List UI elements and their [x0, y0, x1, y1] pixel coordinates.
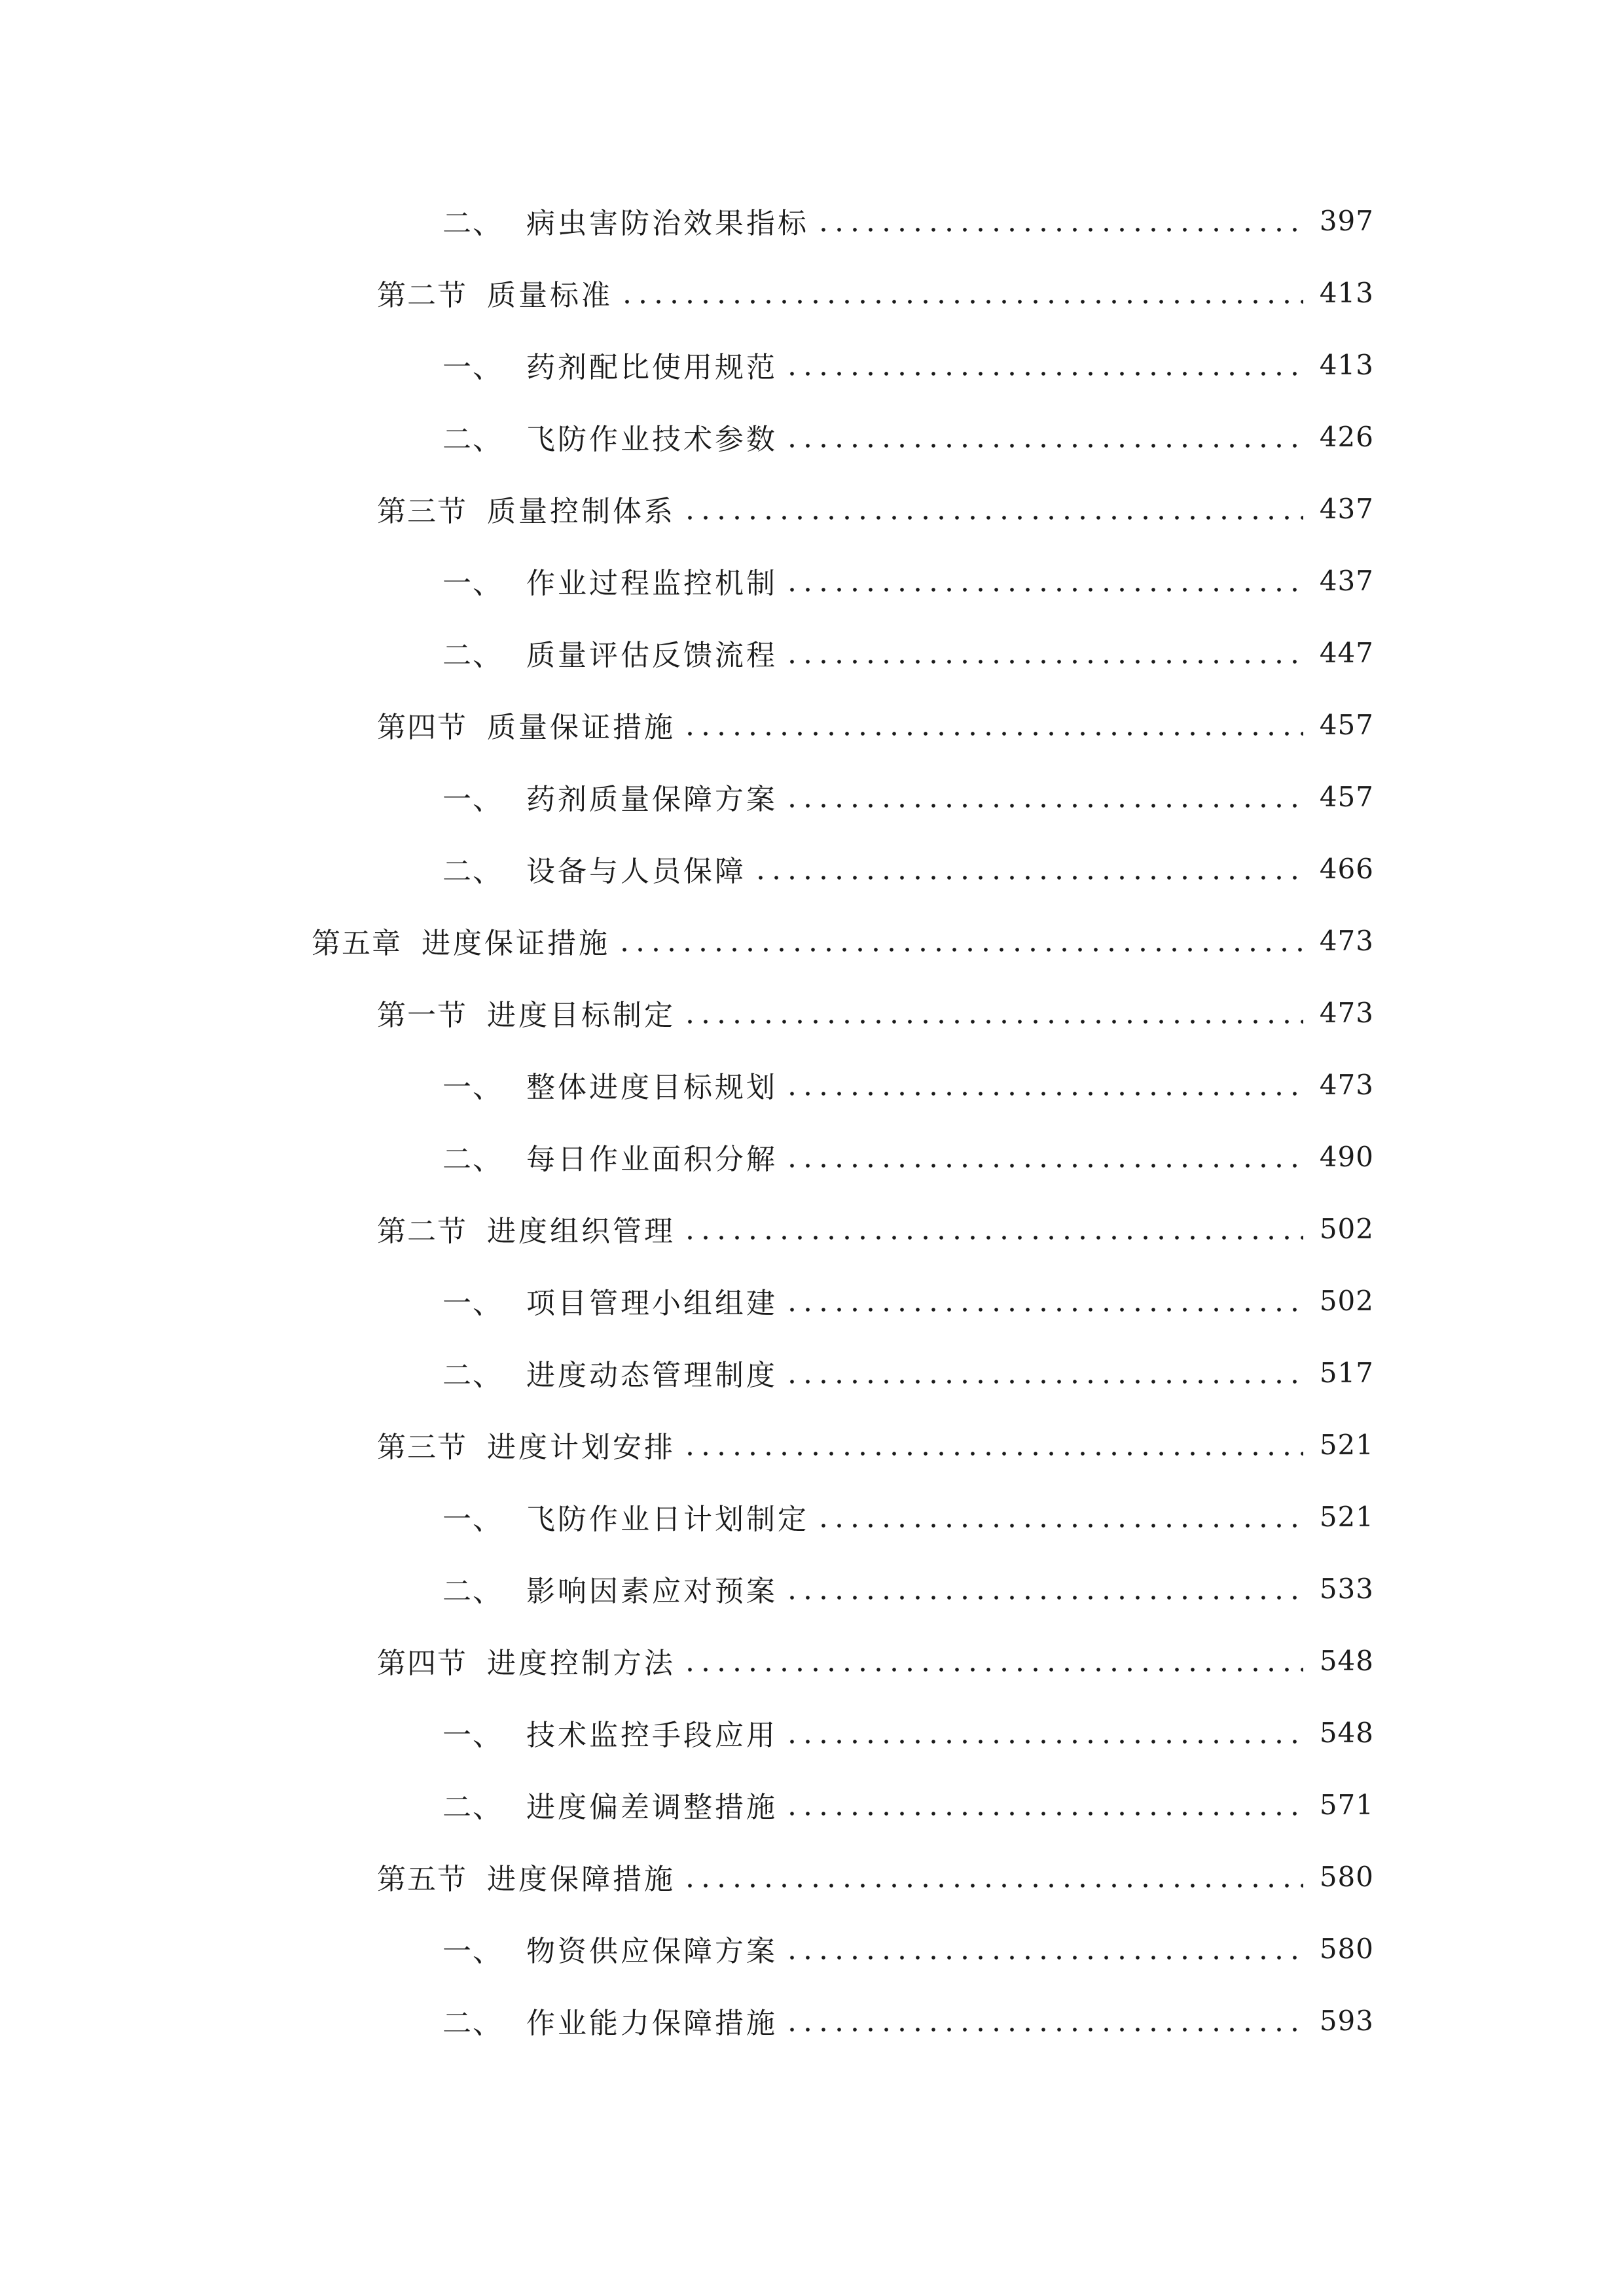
toc-entry-number: 一、: [442, 1503, 503, 1536]
toc-entry-page: 437: [1319, 492, 1374, 525]
toc-entry[interactable]: [0, 1624, 1624, 1696]
toc-entry-number: 一、: [442, 783, 503, 816]
dot-leader: [784, 1718, 1303, 1747]
toc-entry[interactable]: [0, 185, 1624, 257]
toc-entry[interactable]: [0, 977, 1624, 1049]
toc-entry-number: 二、: [442, 1791, 503, 1824]
toc-entry[interactable]: [0, 1193, 1624, 1265]
toc-entry[interactable]: [0, 1121, 1624, 1193]
toc-entry-page: 548: [1319, 1716, 1374, 1749]
toc-entry-page: 502: [1319, 1284, 1374, 1317]
toc-entry-page: 502: [1319, 1212, 1374, 1245]
toc-entry-title: 作业能力保障措施: [526, 2007, 778, 2040]
toc-entry[interactable]: [0, 1696, 1624, 1768]
dot-leader: [784, 1142, 1303, 1171]
toc-entry-number: 一、: [442, 567, 503, 600]
toc-entry-number: 二、: [442, 1359, 503, 1392]
dot-leader: [682, 1430, 1303, 1459]
toc-entry-page: 466: [1319, 852, 1374, 885]
toc-entry-page: 548: [1319, 1644, 1374, 1677]
toc-entry-page: 397: [1319, 204, 1374, 237]
toc-entry-page: 580: [1319, 1860, 1374, 1893]
toc-entry-title: 病虫害防治效果指标: [526, 207, 809, 240]
toc-entry-page: 457: [1319, 708, 1374, 741]
toc-entry[interactable]: [0, 1049, 1624, 1121]
toc-entry-number: 一、: [442, 1935, 503, 1968]
toc-entry[interactable]: [0, 1768, 1624, 1840]
toc-entry-title: 质量标准: [487, 279, 613, 312]
toc-entry[interactable]: [0, 329, 1624, 401]
dot-leader: [784, 1070, 1303, 1099]
toc-entry-page: 593: [1319, 2004, 1374, 2037]
toc-entry[interactable]: [0, 1408, 1624, 1480]
toc-entry[interactable]: [0, 1840, 1624, 1912]
toc-entry-title: 进度保证措施: [422, 927, 610, 960]
toc-entry[interactable]: [0, 1552, 1624, 1624]
toc-entry-page: 437: [1319, 564, 1374, 597]
dot-leader: [619, 278, 1303, 307]
toc-entry[interactable]: [0, 1265, 1624, 1336]
toc-entry-number: 一、: [442, 1071, 503, 1104]
toc-entry-title: 设备与人员保障: [526, 855, 746, 888]
toc-entry-title: 项目管理小组组建: [526, 1287, 778, 1320]
toc-entry-number: 第五节: [377, 1863, 467, 1896]
dot-leader: [784, 1790, 1303, 1819]
dot-leader: [617, 926, 1303, 955]
toc-entry-page: 521: [1319, 1428, 1374, 1461]
dot-leader: [784, 782, 1303, 811]
dot-leader: [682, 710, 1303, 739]
toc-entry-chapter[interactable]: [0, 905, 1624, 977]
toc-entry-page: 473: [1319, 1068, 1374, 1101]
toc-entry-number: 二、: [442, 1575, 503, 1608]
toc-entry-title: 进度控制方法: [487, 1647, 676, 1680]
toc-entry-page: 473: [1319, 924, 1374, 957]
toc-entry[interactable]: [0, 833, 1624, 905]
toc-entry-title: 质量控制体系: [487, 495, 676, 528]
toc-entry-title: 每日作业面积分解: [526, 1143, 778, 1176]
toc-entry[interactable]: [0, 473, 1624, 545]
dot-leader: [753, 854, 1303, 883]
toc-entry-page: 447: [1319, 636, 1374, 669]
dot-leader: [784, 422, 1303, 451]
toc-entry[interactable]: [0, 1480, 1624, 1552]
toc-entry[interactable]: [0, 401, 1624, 473]
dot-leader: [784, 1358, 1303, 1387]
toc-entry-title: 药剂配比使用规范: [526, 351, 778, 384]
dot-leader: [682, 1646, 1303, 1675]
toc-entry-title: 物资供应保障方案: [526, 1935, 778, 1968]
toc-entry-title: 飞防作业日计划制定: [526, 1503, 809, 1536]
toc-entry-number: 第二节: [377, 1215, 467, 1248]
toc-entry[interactable]: [0, 617, 1624, 689]
toc-entry-title: 进度保障措施: [487, 1863, 676, 1896]
toc-entry-number: 二、: [442, 2007, 503, 2040]
dot-leader: [784, 1574, 1303, 1603]
toc-entry-number: 一、: [442, 1719, 503, 1752]
toc-entry-number: 二、: [442, 639, 503, 672]
toc-entry-title: 进度动态管理制度: [526, 1359, 778, 1392]
toc-entry[interactable]: [0, 689, 1624, 761]
toc-entry-title: 影响因素应对预案: [526, 1575, 778, 1608]
toc-entry-page: 533: [1319, 1572, 1374, 1605]
dot-leader: [784, 1934, 1303, 1963]
toc-entry-page: 517: [1319, 1356, 1374, 1389]
toc-entry-page: 457: [1319, 780, 1374, 813]
toc-entry[interactable]: [0, 257, 1624, 329]
dot-leader: [784, 2006, 1303, 2035]
toc-entry-number: 二、: [442, 423, 503, 456]
toc-entry[interactable]: [0, 545, 1624, 617]
toc-entry-page: 413: [1319, 276, 1374, 309]
table-of-contents: [0, 185, 1624, 2056]
toc-entry[interactable]: [0, 1336, 1624, 1408]
toc-entry-page: 580: [1319, 1932, 1374, 1965]
toc-entry-number: 第三节: [377, 1431, 467, 1464]
toc-entry-page: 490: [1319, 1140, 1374, 1173]
toc-entry[interactable]: [0, 1984, 1624, 2056]
toc-entry-title: 质量保证措施: [487, 711, 676, 744]
toc-entry-title: 飞防作业技术参数: [526, 423, 778, 456]
toc-entry-page: 426: [1319, 420, 1374, 453]
toc-entry-number: 第三节: [377, 495, 467, 528]
dot-leader: [682, 1862, 1303, 1891]
toc-entry-number: 二、: [442, 1143, 503, 1176]
toc-entry-title: 进度计划安排: [487, 1431, 676, 1464]
toc-entry-title: 技术监控手段应用: [526, 1719, 778, 1752]
toc-entry-page: 521: [1319, 1500, 1374, 1533]
toc-entry-number: 二、: [442, 207, 503, 240]
toc-entry-title: 质量评估反馈流程: [526, 639, 778, 672]
toc-entry-title: 整体进度目标规划: [526, 1071, 778, 1104]
toc-entry-number: 第四节: [377, 711, 467, 744]
toc-entry-number: 第二节: [377, 279, 467, 312]
toc-entry-title: 作业过程监控机制: [526, 567, 778, 600]
toc-entry-number: 第一节: [377, 999, 467, 1032]
dot-leader: [784, 350, 1303, 379]
dot-leader: [816, 1502, 1303, 1531]
toc-entry-title: 药剂质量保障方案: [526, 783, 778, 816]
toc-entry-page: 473: [1319, 996, 1374, 1029]
toc-entry[interactable]: [0, 761, 1624, 833]
dot-leader: [784, 566, 1303, 595]
toc-entry-page: 571: [1319, 1788, 1374, 1821]
toc-entry-number: 第四节: [377, 1647, 467, 1680]
toc-entry[interactable]: [0, 1912, 1624, 1984]
toc-entry-title: 进度组织管理: [487, 1215, 676, 1248]
toc-entry-number: 一、: [442, 1287, 503, 1320]
toc-entry-title: 进度偏差调整措施: [526, 1791, 778, 1824]
dot-leader: [784, 1286, 1303, 1315]
toc-entry-number: 第五章: [312, 927, 402, 960]
toc-entry-title: 进度目标制定: [487, 999, 676, 1032]
toc-entry-number: 二、: [442, 855, 503, 888]
dot-leader: [682, 998, 1303, 1027]
dot-leader: [682, 494, 1303, 523]
dot-leader: [682, 1214, 1303, 1243]
toc-entry-page: 413: [1319, 348, 1374, 381]
toc-entry-number: 一、: [442, 351, 503, 384]
dot-leader: [784, 638, 1303, 667]
dot-leader: [816, 206, 1303, 235]
